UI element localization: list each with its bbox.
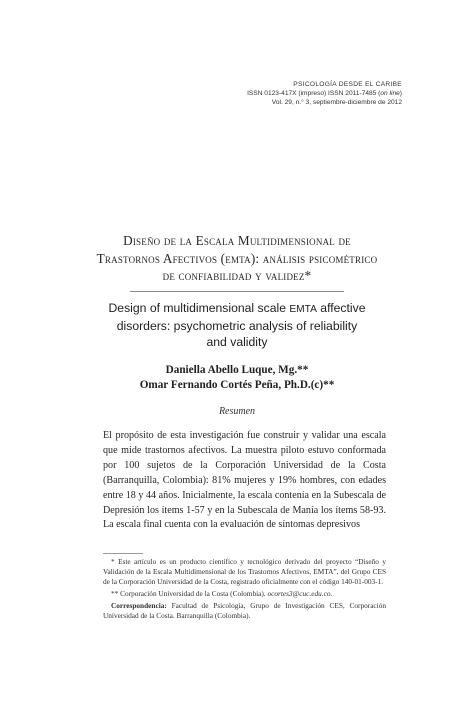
title-en-acronym: EMTA: [289, 304, 317, 315]
footnote-2-affiliation: ** Corporación Universidad de la Costa (Colombia).: [111, 589, 268, 598]
article-title-en: [106, 300, 368, 350]
footnote-3: [103, 601, 386, 621]
authors: [80, 363, 394, 393]
journal-header: [247, 80, 402, 107]
footnote-1: * Este artículo es un producto científico y tecnológico derivado del proyecto “Diseño y Validación de la Escala Multidimensional de los Trastornos Afectivos, EMTA”, del Grupo CES de la Corporación Universidad de la Costa, registrado oficialmente con el código 140-01-003-1.: [103, 557, 386, 586]
title-en-part1: Design of multidimensional scale: [108, 301, 290, 315]
journal-volume: Vol. 29, n.° 3, septiembre-diciembre de 2012: [271, 99, 402, 106]
author-2: Omar Fernando Cortés Peña, Ph.D.(c)**: [139, 379, 335, 391]
correspondence-text: Facultad de Psicología, Grupo de Investigación CES, Corporación Universidad de la Costa. Barranquilla (Colombia).: [103, 601, 386, 620]
abstract-body: [103, 429, 386, 533]
resumen-heading: Resumen: [218, 406, 256, 417]
issn-online: on line: [380, 90, 400, 97]
title-divider: [130, 291, 344, 292]
correspondence-label: Correspondencia:: [111, 601, 167, 610]
journal-issn: [247, 89, 402, 98]
abstract-paragraph: El propósito de esta investigación fue construir y validar una escala que mide trastornos afectivos. La muestra piloto estuvo conformada por 100 sujetos de la Corporación Universidad de la Costa (Barranquilla, Colombia): 81% mujeres y 19% hombres, con edades entre 18 y 44 años. Inicialmente, la escala contenía en la Subescala de Depresión los ítems 1-57 y en la Subescala de Manía los ítems 58-93. La escala final cuenta con la evaluación de síntomas depresivos: [103, 430, 386, 531]
issn-suffix: ): [399, 90, 402, 97]
article-title-es: Diseño de la Escala Multidimensional de Trastornos Afectivos (emta): análisis psicométrico de confiabilidad y validez*: [96, 233, 378, 283]
journal-name: PSICOLOGÍA DESDE EL CARIBE: [293, 81, 402, 88]
footnote-2: [103, 589, 386, 599]
issn-prefix: ISSN 0123-417X (impreso) ISSN 2011-7485 (: [247, 90, 381, 97]
footnotes: [103, 557, 386, 623]
author-email-link[interactable]: ocortes3@cuc.edu.co.: [267, 589, 333, 598]
footnote-divider: [103, 553, 143, 554]
author-1: Daniella Abello Luque, Mg.**: [165, 364, 309, 376]
title-en-part2: affective disorders: psychometric analysis of reliability and validity: [116, 301, 366, 349]
